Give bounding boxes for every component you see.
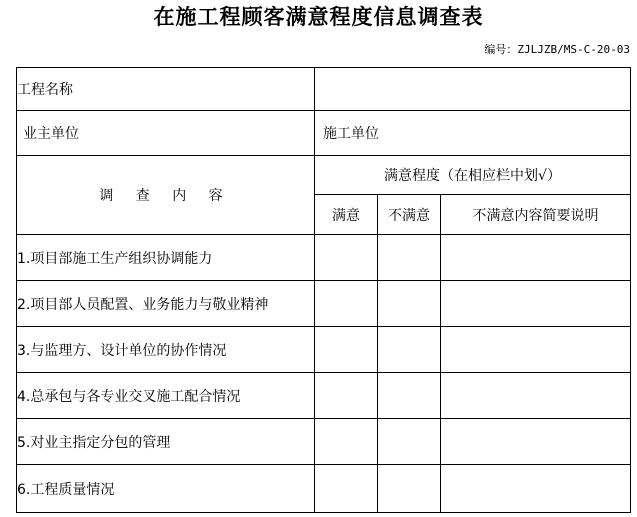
unsatisfied-cell[interactable] [378, 327, 441, 373]
col-header-explanation: 不满意内容简要说明 [441, 195, 631, 235]
survey-item-label: 4.总承包与各专业交叉施工配合情况 [17, 373, 315, 419]
explanation-cell[interactable] [441, 235, 631, 281]
table-row [17, 419, 631, 465]
contractor-cell [315, 111, 631, 156]
satisfied-cell[interactable] [315, 235, 378, 281]
content-header: 调 查 内 容 [17, 156, 315, 235]
contractor-field[interactable] [403, 111, 630, 155]
project-name-field[interactable] [315, 68, 631, 111]
survey-item-label: 5.对业主指定分包的管理 [17, 419, 315, 465]
satisfaction-header: 满意程度（在相应栏中划√） [315, 156, 631, 195]
project-name-label: 工程名称 [17, 68, 315, 111]
document-title: 在施工程顾客满意程度信息调查表 [153, 4, 484, 29]
owner-field[interactable] [103, 111, 314, 155]
table-row [17, 373, 631, 419]
unsatisfied-cell[interactable] [378, 419, 441, 465]
header-row-1 [17, 156, 631, 195]
survey-table [16, 67, 631, 513]
table-row [17, 281, 631, 327]
satisfied-cell[interactable] [315, 419, 378, 465]
satisfied-cell[interactable] [315, 373, 378, 419]
explanation-cell[interactable] [441, 419, 631, 465]
satisfied-cell[interactable] [315, 281, 378, 327]
satisfied-cell[interactable] [315, 327, 378, 373]
table-row [17, 327, 631, 373]
explanation-cell[interactable] [441, 465, 631, 513]
unsatisfied-cell[interactable] [378, 465, 441, 513]
owner-label: 业主单位 [23, 126, 79, 142]
project-name-row [17, 68, 631, 111]
survey-item-label: 1.项目部施工生产组织协调能力 [17, 235, 315, 281]
document-code: 编号：ZJLJZB/MS-C-20-03 [484, 43, 630, 56]
explanation-cell[interactable] [441, 327, 631, 373]
explanation-cell[interactable] [441, 373, 631, 419]
survey-item-label: 6.工程质量情况 [17, 465, 315, 513]
explanation-cell[interactable] [441, 281, 631, 327]
unsatisfied-cell[interactable] [378, 281, 441, 327]
survey-item-label: 2.项目部人员配置、业务能力与敬业精神 [17, 281, 315, 327]
col-header-satisfied: 满意 [315, 195, 378, 235]
survey-item-label: 3.与监理方、设计单位的协作情况 [17, 327, 315, 373]
table-row [17, 235, 631, 281]
unit-row [17, 111, 631, 156]
col-header-unsatisfied: 不满意 [378, 195, 441, 235]
satisfied-cell[interactable] [315, 465, 378, 513]
table-row [17, 465, 631, 513]
unsatisfied-cell[interactable] [378, 373, 441, 419]
owner-cell [17, 111, 315, 156]
unsatisfied-cell[interactable] [378, 235, 441, 281]
contractor-label: 施工单位 [323, 126, 379, 142]
